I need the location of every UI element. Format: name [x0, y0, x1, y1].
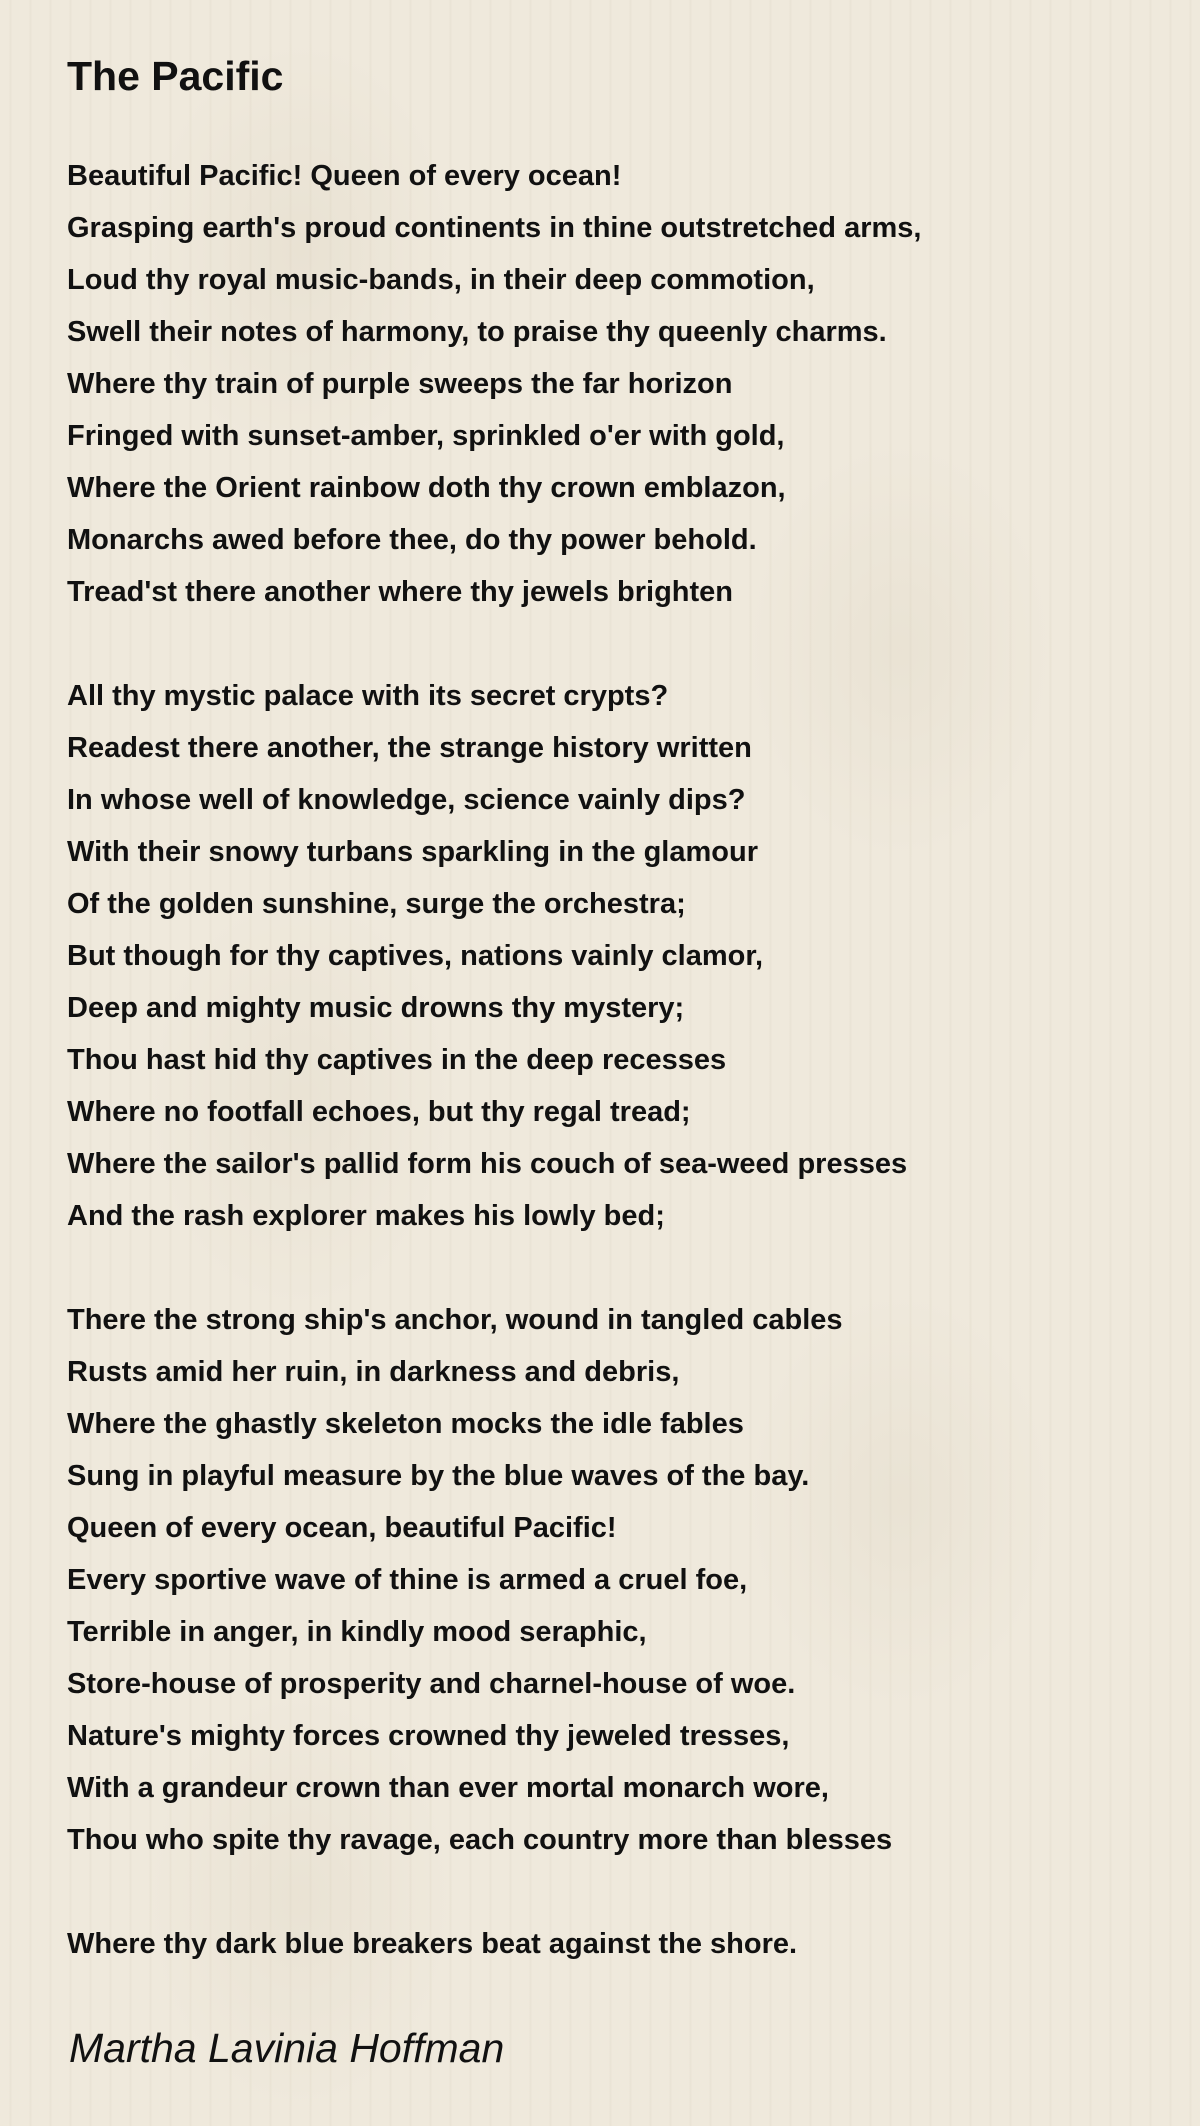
poem-line: And the rash explorer makes his lowly bed; — [67, 1200, 665, 1232]
poem-line: There the strong ship's anchor, wound in tangled cables — [67, 1304, 843, 1336]
poem-line: Deep and mighty music drowns thy mystery; — [67, 992, 685, 1024]
poem-line: Of the golden sunshine, surge the orchestra; — [67, 888, 686, 920]
poem-line: Rusts amid her ruin, in darkness and debris, — [67, 1356, 680, 1388]
poem-line: Grasping earth's proud continents in thine outstretched arms, — [67, 212, 922, 244]
poem-line: Where the ghastly skeleton mocks the idle fables — [67, 1408, 744, 1440]
poem-line: Store-house of prosperity and charnel-house of woe. — [67, 1668, 796, 1700]
poem-line: Loud thy royal music-bands, in their deep commotion, — [67, 264, 815, 296]
poem-line: Where no footfall echoes, but thy regal tread; — [67, 1096, 691, 1128]
poem-line: Swell their notes of harmony, to praise thy queenly charms. — [67, 316, 887, 348]
poem-line: In whose well of knowledge, science vainly dips? — [67, 784, 746, 816]
poem-body — [67, 150, 1167, 2022]
poem-title: The Pacific — [67, 53, 284, 99]
poem-line: Thou who spite thy ravage, each country more than blesses — [67, 1824, 893, 1856]
stanza-3 — [67, 1294, 1167, 1866]
poem-line: Sung in playful measure by the blue waves of the bay. — [67, 1460, 810, 1492]
poem-line: Queen of every ocean, beautiful Pacific! — [67, 1512, 617, 1544]
poem-line: Fringed with sunset-amber, sprinkled o'er with gold, — [67, 420, 785, 452]
poem-line: With their snowy turbans sparkling in the glamour — [67, 836, 758, 868]
poem-line: Where thy train of purple sweeps the far horizon — [67, 368, 733, 400]
poem-line: Nature's mighty forces crowned thy jeweled tresses, — [67, 1720, 790, 1752]
poem-line: Readest there another, the strange history written — [67, 732, 752, 764]
poem-line: Monarchs awed before thee, do thy power behold. — [67, 524, 757, 556]
poem-line: Where thy dark blue breakers beat against the shore. — [67, 1928, 798, 1960]
poem-line: All thy mystic palace with its secret crypts? — [67, 680, 669, 712]
poem-line: But though for thy captives, nations vainly clamor, — [67, 940, 764, 972]
stanza-2 — [67, 670, 1167, 1242]
poem-line: Every sportive wave of thine is armed a cruel foe, — [67, 1564, 748, 1596]
poem-line: Terrible in anger, in kindly mood seraphic, — [67, 1616, 647, 1648]
stanza-1 — [67, 150, 1167, 618]
poem-line: With a grandeur crown than ever mortal monarch wore, — [67, 1772, 829, 1804]
poem-line: Beautiful Pacific! Queen of every ocean! — [67, 160, 622, 192]
poem-line: Where the Orient rainbow doth thy crown emblazon, — [67, 472, 786, 504]
poem-line: Where the sailor's pallid form his couch of sea-weed presses — [67, 1148, 908, 1180]
poem-author: Martha Lavinia Hoffman — [69, 2025, 505, 2071]
poem-line: Thou hast hid thy captives in the deep recesses — [67, 1044, 727, 1076]
poem-line: Tread'st there another where thy jewels brighten — [67, 576, 734, 608]
stanza-4 — [67, 1918, 1167, 1970]
